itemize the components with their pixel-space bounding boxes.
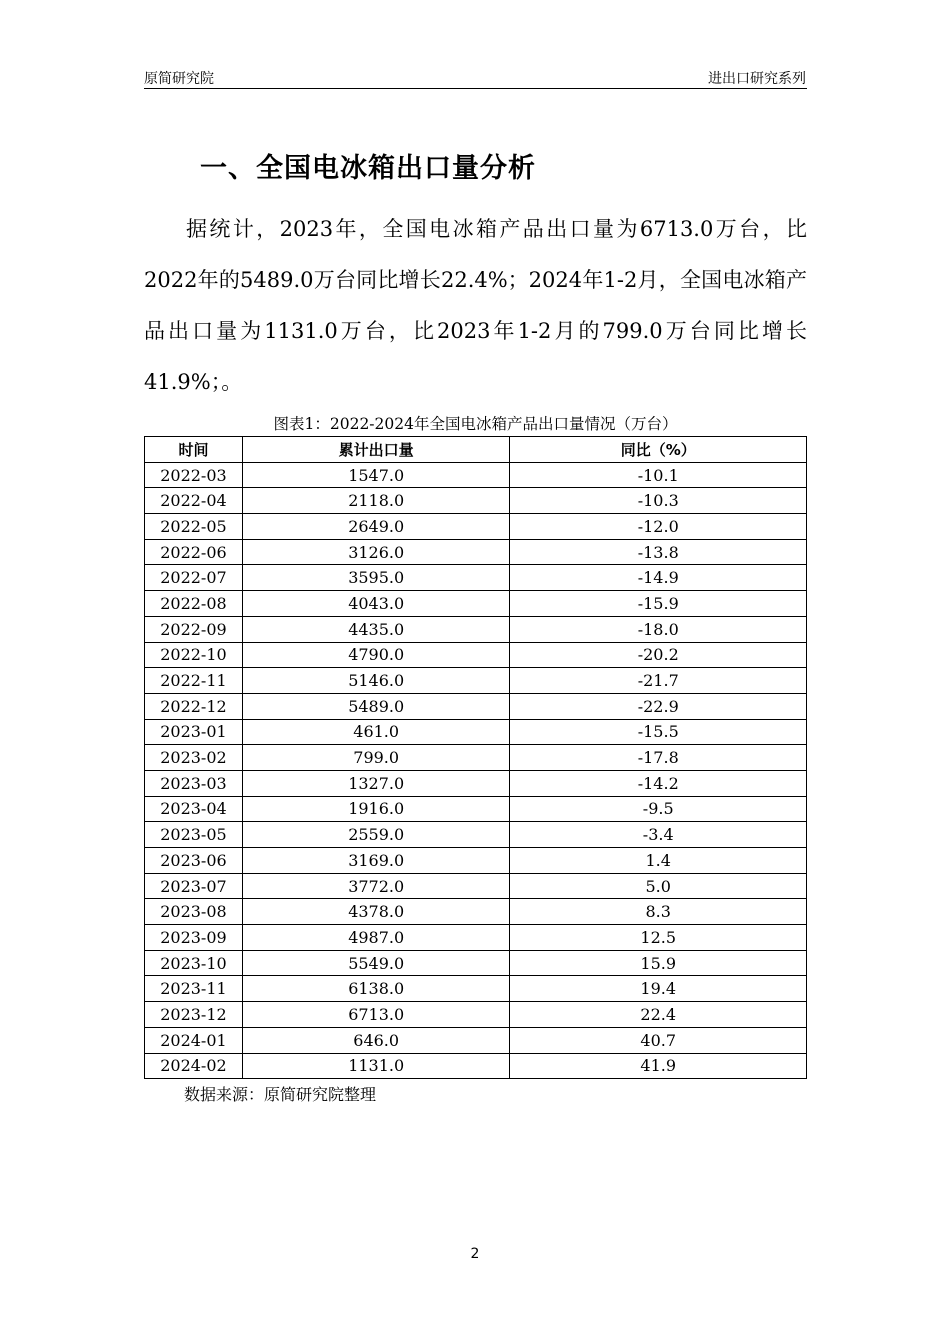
table-row [145, 1053, 807, 1079]
cell-yoy: 8.3 [510, 899, 807, 925]
cell-cumulative-export: 1547.0 [242, 462, 510, 488]
cell-time: 2023-03 [145, 770, 243, 796]
cell-cumulative-export: 1916.0 [242, 796, 510, 822]
cell-yoy: -14.9 [510, 565, 807, 591]
table-row [145, 950, 807, 976]
cell-time: 2022-08 [145, 591, 243, 617]
cell-time: 2022-11 [145, 668, 243, 694]
table-row [145, 514, 807, 540]
cell-time: 2023-06 [145, 848, 243, 874]
cell-time: 2022-05 [145, 514, 243, 540]
table-row [145, 899, 807, 925]
header-divider [144, 88, 807, 89]
cell-time: 2023-04 [145, 796, 243, 822]
cell-cumulative-export: 461.0 [242, 719, 510, 745]
column-header-yoy: 同比（%） [510, 437, 807, 463]
cell-cumulative-export: 3126.0 [242, 539, 510, 565]
cell-yoy: 15.9 [510, 950, 807, 976]
cell-time: 2022-07 [145, 565, 243, 591]
cell-yoy: 40.7 [510, 1027, 807, 1053]
cell-cumulative-export: 3595.0 [242, 565, 510, 591]
cell-cumulative-export: 1327.0 [242, 770, 510, 796]
cell-cumulative-export: 5549.0 [242, 950, 510, 976]
table-row [145, 488, 807, 514]
cell-cumulative-export: 2118.0 [242, 488, 510, 514]
cell-cumulative-export: 2559.0 [242, 822, 510, 848]
cell-time: 2022-10 [145, 642, 243, 668]
cell-cumulative-export: 2649.0 [242, 514, 510, 540]
table-row [145, 1002, 807, 1028]
table-row [145, 796, 807, 822]
cell-cumulative-export: 1131.0 [242, 1053, 510, 1079]
table-row [145, 668, 807, 694]
header-org-name: 原简研究院 [144, 71, 214, 87]
body-paragraph: 据统计，2023年，全国电冰箱产品出口量为6713.0万台，比2022年的5489.0万台同比增长22.4%；2024年1-2月，全国电冰箱产品出口量为1131.0万台，比2023年1-2月的799.0万台同比增长41.9%；。 [144, 217, 807, 394]
table-row [145, 719, 807, 745]
cell-cumulative-export: 646.0 [242, 1027, 510, 1053]
cell-time: 2023-02 [145, 745, 243, 771]
cell-cumulative-export: 4790.0 [242, 642, 510, 668]
table-row [145, 848, 807, 874]
table-row [145, 976, 807, 1002]
cell-time: 2023-12 [145, 1002, 243, 1028]
cell-yoy: -10.3 [510, 488, 807, 514]
cell-time: 2022-12 [145, 693, 243, 719]
cell-yoy: 41.9 [510, 1053, 807, 1079]
export-data-table [144, 436, 807, 1079]
cell-cumulative-export: 5489.0 [242, 693, 510, 719]
cell-cumulative-export: 5146.0 [242, 668, 510, 694]
table-header-row [145, 437, 807, 463]
cell-yoy: -12.0 [510, 514, 807, 540]
cell-yoy: 12.5 [510, 925, 807, 951]
table-body [145, 462, 807, 1079]
cell-time: 2022-06 [145, 539, 243, 565]
cell-yoy: -10.1 [510, 462, 807, 488]
table-row [145, 693, 807, 719]
cell-yoy: 19.4 [510, 976, 807, 1002]
cell-time: 2023-11 [145, 976, 243, 1002]
table-row [145, 462, 807, 488]
cell-time: 2023-05 [145, 822, 243, 848]
cell-yoy: 5.0 [510, 873, 807, 899]
section-title: 一、全国电冰箱出口量分析 [200, 153, 536, 184]
cell-time: 2022-09 [145, 616, 243, 642]
cell-yoy: -20.2 [510, 642, 807, 668]
cell-yoy: -15.5 [510, 719, 807, 745]
cell-yoy: -21.7 [510, 668, 807, 694]
cell-yoy: 22.4 [510, 1002, 807, 1028]
cell-yoy: -15.9 [510, 591, 807, 617]
column-header-time: 时间 [145, 437, 243, 463]
table-row [145, 591, 807, 617]
table-caption: 图表1：2022-2024年全国电冰箱产品出口量情况（万台） [273, 415, 678, 433]
cell-yoy: -13.8 [510, 539, 807, 565]
page-number: 2 [470, 1246, 480, 1262]
cell-time: 2024-02 [145, 1053, 243, 1079]
cell-cumulative-export: 799.0 [242, 745, 510, 771]
cell-cumulative-export: 4378.0 [242, 899, 510, 925]
table-row [145, 642, 807, 668]
cell-time: 2023-10 [145, 950, 243, 976]
cell-yoy: 1.4 [510, 848, 807, 874]
cell-time: 2023-09 [145, 925, 243, 951]
cell-yoy: -18.0 [510, 616, 807, 642]
data-source-note: 数据来源：原简研究院整理 [184, 1085, 377, 1104]
cell-yoy: -17.8 [510, 745, 807, 771]
table-row [145, 745, 807, 771]
cell-cumulative-export: 4435.0 [242, 616, 510, 642]
cell-time: 2024-01 [145, 1027, 243, 1053]
cell-time: 2023-08 [145, 899, 243, 925]
cell-time: 2022-03 [145, 462, 243, 488]
cell-time: 2023-01 [145, 719, 243, 745]
cell-cumulative-export: 6138.0 [242, 976, 510, 1002]
table-row [145, 1027, 807, 1053]
header-series-name: 进出口研究系列 [708, 71, 806, 87]
cell-cumulative-export: 4043.0 [242, 591, 510, 617]
cell-cumulative-export: 3772.0 [242, 873, 510, 899]
cell-cumulative-export: 6713.0 [242, 1002, 510, 1028]
table-row [145, 539, 807, 565]
table-row [145, 822, 807, 848]
cell-yoy: -22.9 [510, 693, 807, 719]
cell-yoy: -14.2 [510, 770, 807, 796]
table-row [145, 770, 807, 796]
cell-cumulative-export: 4987.0 [242, 925, 510, 951]
table-row [145, 925, 807, 951]
cell-time: 2023-07 [145, 873, 243, 899]
table-row [145, 565, 807, 591]
cell-yoy: -9.5 [510, 796, 807, 822]
cell-cumulative-export: 3169.0 [242, 848, 510, 874]
table-row [145, 873, 807, 899]
cell-yoy: -3.4 [510, 822, 807, 848]
column-header-cumulative-export: 累计出口量 [242, 437, 510, 463]
cell-time: 2022-04 [145, 488, 243, 514]
table-row [145, 616, 807, 642]
